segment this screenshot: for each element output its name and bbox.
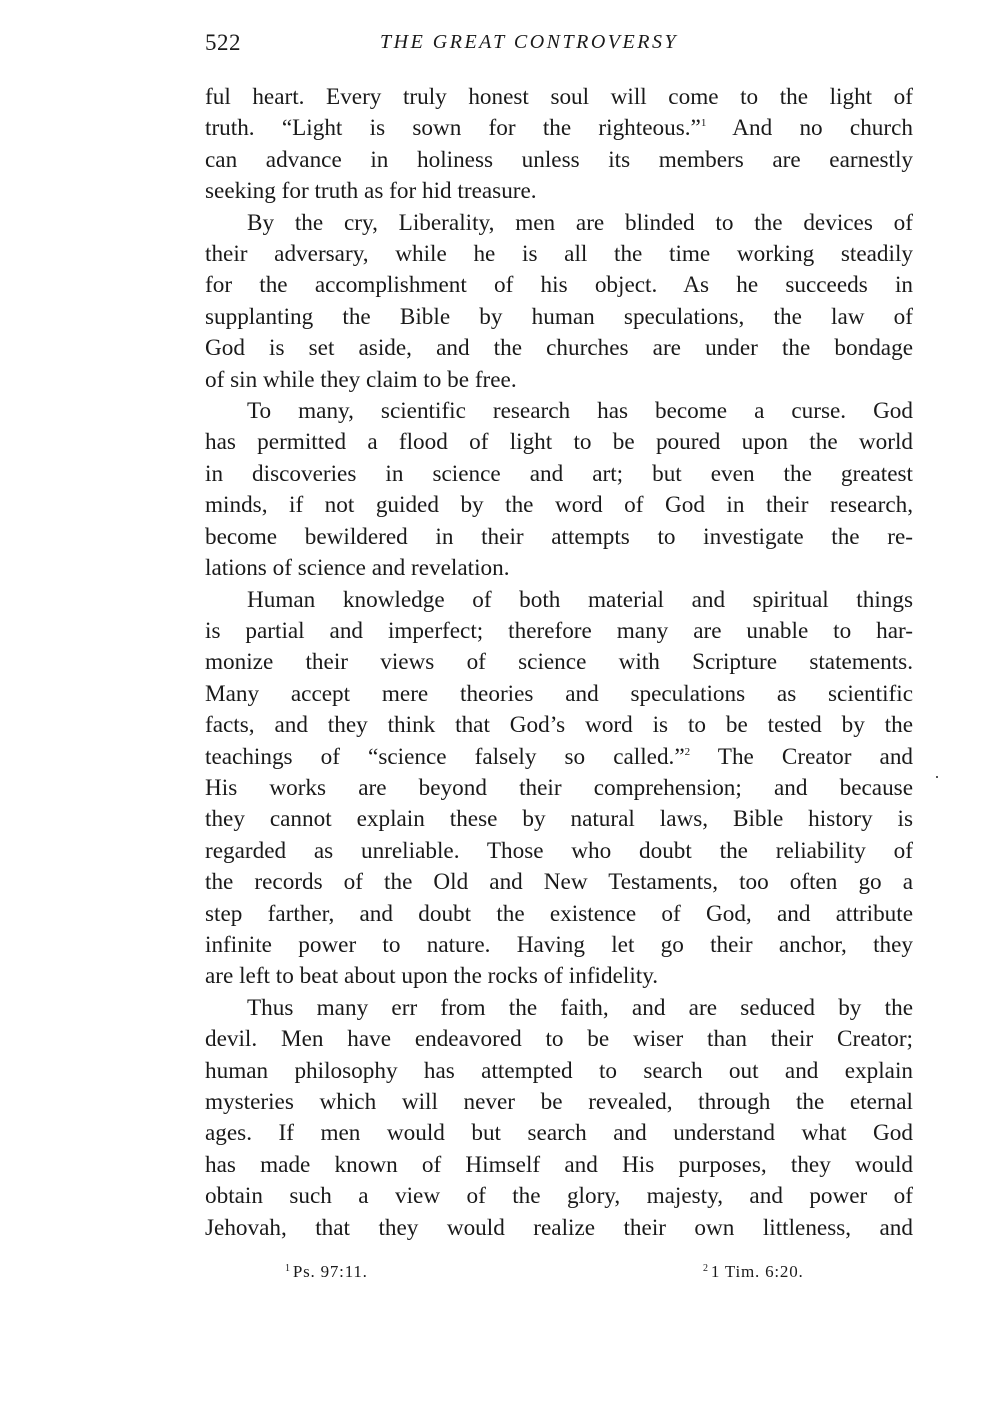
text-line-segment: The Creator and — [690, 743, 914, 770]
body-text — [205, 82, 913, 1244]
running-title: THE GREAT CONTROVERSY — [380, 31, 679, 53]
text-line: of sin while they claim to be free. — [205, 366, 517, 393]
text-line: Jehovah, that they would realize their own littleness, and — [205, 1214, 913, 1241]
text-line: lations of science and revelation. — [205, 555, 510, 582]
footnote-text: Ps. 97:11. — [292, 1262, 368, 1281]
page-number: 522 — [205, 30, 241, 55]
text-line: monize their views of science with Scripture statements. — [205, 649, 913, 676]
text-line: they cannot explain these by natural laws, Bible history is — [205, 806, 913, 833]
text-line: Human knowledge of both material and spiritual things — [247, 586, 913, 613]
text-line: ages. If men would but search and understand what God — [205, 1120, 913, 1147]
footnote-text: 1 Tim. 6:20. — [710, 1262, 804, 1281]
paragraph-2 — [205, 208, 913, 396]
text-line: can advance in holiness unless its members are earnestly — [205, 146, 913, 173]
text-line: Many accept mere theories and speculations as scientific — [205, 680, 913, 707]
text-line: devil. Men have endeavored to be wiser than their Creator; — [205, 1026, 913, 1053]
text-line-segment: teachings of “science falsely so called.” — [205, 743, 685, 770]
text-line: has permitted a flood of light to be poured upon the world — [205, 429, 913, 456]
text-line: the records of the Old and New Testaments, too often go a — [205, 869, 913, 896]
text-line: infinite power to nature. Having let go their anchor, they — [205, 931, 913, 958]
paragraph-5 — [205, 993, 913, 1244]
text-line: step farther, and doubt the existence of God, and attribute — [205, 900, 913, 927]
text-line — [205, 742, 913, 773]
text-line: To many, scientific research has become a curse. God — [247, 398, 913, 425]
text-line-segment: truth. “Light is sown for the righteous.” — [205, 115, 701, 142]
text-line: regarded as unreliable. Those who doubt the reliability of — [205, 837, 913, 864]
text-line — [205, 113, 913, 144]
text-line-segment: And no church — [706, 115, 913, 142]
text-line: obtain such a view of the glory, majesty, and power of — [205, 1183, 913, 1210]
text-line: Thus many err from the faith, and are seduced by the — [247, 994, 913, 1021]
footnote-2 — [703, 1262, 804, 1282]
text-line: for the accomplishment of his object. As he succeeds in — [205, 272, 913, 299]
text-line: are left to beat about upon the rocks of infidelity. — [205, 963, 659, 990]
paragraph-4 — [205, 585, 913, 993]
footnote-reference: 1 — [700, 117, 707, 130]
text-line: ful heart. Every truly honest soul will come to the light of — [205, 84, 913, 110]
text-line: in discoveries in science and art; but even the greatest — [205, 460, 913, 487]
text-line: become bewildered in their attempts to investigate the re- — [205, 523, 913, 550]
text-line: By the cry, Liberality, men are blinded to the devices of — [247, 209, 913, 236]
footnote-mark: 2 — [703, 1263, 709, 1274]
text-line: His works are beyond their comprehension; and because — [205, 774, 913, 801]
paragraph-3 — [205, 396, 913, 584]
text-line: minds, if not guided by the word of God in their research, — [205, 492, 913, 519]
paragraph-1 — [205, 82, 913, 208]
text-line: their adversary, while he is all the time working steadily — [205, 241, 913, 268]
footnote-mark: 1 — [285, 1263, 291, 1274]
text-line: mysteries which will never be revealed, through the eternal — [205, 1089, 913, 1115]
text-line: facts, and they think that God’s word is to be tested by the — [205, 712, 913, 739]
text-line: human philosophy has attempted to search out and explain — [205, 1057, 913, 1084]
text-line: is partial and imperfect; therefore many are unable to har- — [205, 617, 913, 644]
text-line: supplanting the Bible by human speculations, the law of — [205, 303, 913, 330]
footnote-reference: 2 — [684, 745, 691, 758]
page-header — [205, 30, 913, 62]
scan-speck — [936, 776, 938, 778]
text-line: seeking for truth as for hid treasure. — [205, 178, 537, 205]
text-line: God is set aside, and the churches are under the bondage — [205, 335, 913, 362]
text-line: has made known of Himself and His purposes, they would — [205, 1151, 913, 1178]
footnote-1 — [285, 1262, 368, 1282]
